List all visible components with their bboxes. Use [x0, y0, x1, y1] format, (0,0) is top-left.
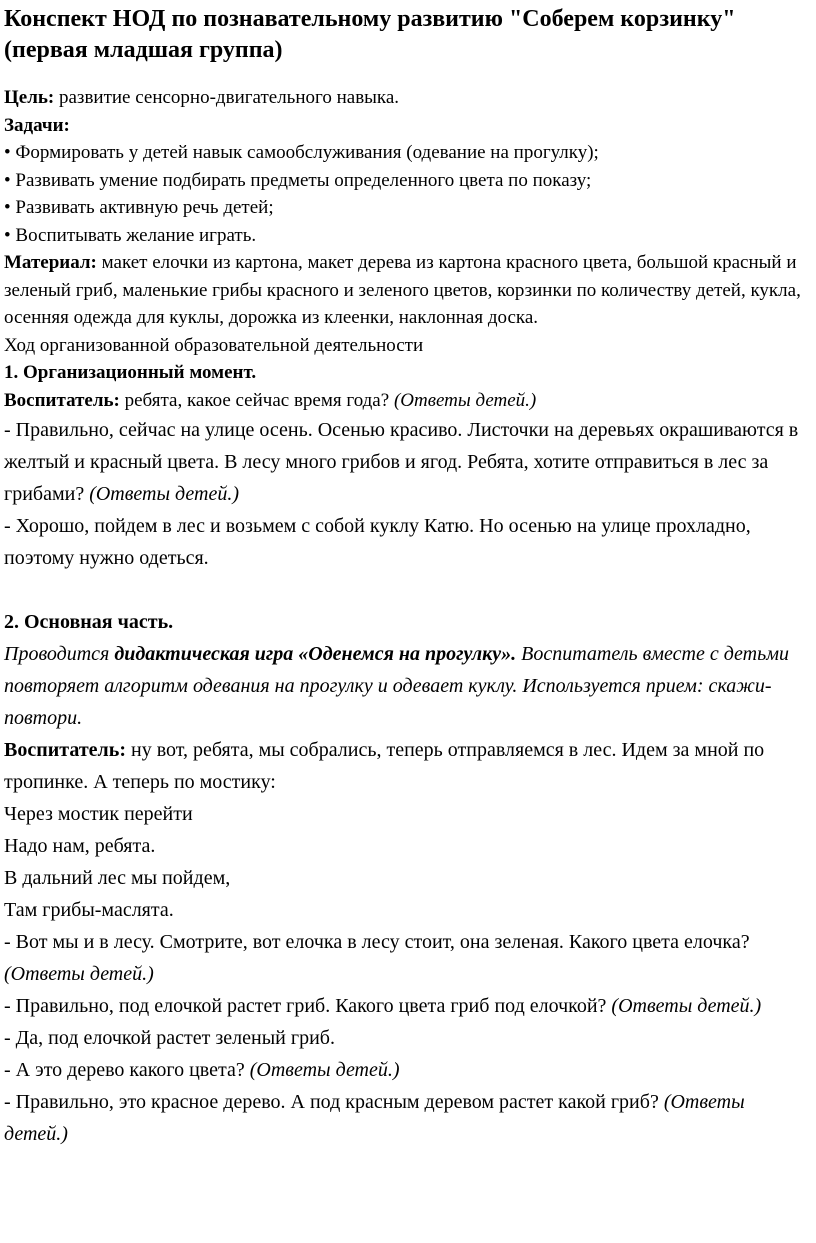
part2-teacher-line: Воспитатель: ну вот, ребята, мы собрались, теперь отправляемся в лес. Идем за мной по тропинке. А теперь по мостику:: [4, 739, 765, 793]
poem-line: Через мостик перейти: [4, 803, 193, 825]
dialog-line: - Правильно, это красное дерево. А под красным деревом растет какой гриб? (Ответы детей.): [4, 1091, 745, 1145]
teacher-label: Воспитатель:: [4, 739, 126, 761]
children-answers: (Ответы детей.): [249, 1059, 400, 1081]
poem-line: Надо нам, ребята.: [4, 835, 156, 857]
children-answers: (Ответы детей.): [611, 995, 762, 1017]
task-item: • Развивать умение подбирать предметы определенного цвета по показу;: [4, 169, 592, 191]
task-item: • Развивать активную речь детей;: [4, 197, 274, 218]
dialog-line: - Да, под елочкой растет зеленый гриб.: [4, 1027, 335, 1049]
part2-heading: 2. Основная часть.: [4, 611, 174, 633]
goal-text: развитие сенсорно-двигательного навыка.: [54, 87, 400, 108]
poem-line: В дальний лес мы пойдем,: [4, 867, 231, 889]
document-title: Конспект НОД по познавательному развитию "Соберем корзинку" (первая младшая группа): [4, 6, 736, 63]
course-heading: Ход организованной образовательной деятельности: [4, 334, 424, 356]
material-label: Материал:: [4, 252, 97, 273]
children-answers: (Ответы детей.): [89, 483, 239, 505]
material-text: макет елочки из картона, макет дерева из картона красного цвета, большой красный и зеленый гриб, маленькие грибы красного и зеленого цветов, корзинки по количеству детей, кукла, осенняя одежда для куклы, дорожка из клеенки, наклонная доска.: [4, 252, 801, 328]
tasks-label: Задачи:: [4, 114, 70, 136]
goal-label: Цель:: [4, 87, 55, 108]
part1-heading: 1. Организационный момент.: [4, 362, 257, 383]
poem-line: Там грибы-маслята.: [4, 899, 174, 921]
dialog-line: - Правильно, под елочкой растет гриб. Какого цвета гриб под елочкой? (Ответы детей.): [4, 995, 762, 1017]
part1-paragraph: - Правильно, сейчас на улице осень. Осенью красиво. Листочки на деревьях окрашиваются в желтый и красный цвета. В лесу много грибов и ягод. Ребята, хотите отправиться в лес за грибами? (Ответы детей.): [4, 419, 799, 505]
intro-section: [4, 84, 812, 414]
part1-teacher-line: Воспитатель: ребята, какое сейчас время года? (Ответы детей.): [4, 389, 537, 411]
goal-line: [4, 84, 812, 112]
material-paragraph: [4, 249, 812, 332]
children-answers: (Ответы детей.): [4, 963, 154, 985]
part1-body: [4, 414, 812, 574]
task-item: • Воспитывать желание играть.: [4, 224, 257, 246]
children-answers: (Ответы детей.): [4, 1091, 745, 1145]
game-name: дидактическая игра «Оденемся на прогулку».: [114, 643, 517, 665]
game-paragraph: Проводится дидактическая игра «Оденемся на прогулку». Воспитатель вместе с детьми повторяет алгоритм одевания на прогулку и одевает куклу. Используется прием: скажи-повтори.: [4, 643, 789, 729]
task-item: • Формировать у детей навык самообслуживания (одевание на прогулку);: [4, 142, 599, 163]
children-answers: (Ответы детей.): [393, 389, 537, 411]
dialog-line: - А это дерево какого цвета? (Ответы детей.): [4, 1059, 400, 1081]
part2-section: [4, 606, 812, 1150]
teacher-label: Воспитатель:: [4, 389, 120, 411]
dialog-line: - Вот мы и в лесу. Смотрите, вот елочка в лесу стоит, она зеленая. Какого цвета елочка? (Ответы детей.): [4, 931, 750, 985]
part1-paragraph: - Хорошо, пойдем в лес и возьмем с собой куклу Катю. Но осенью на улице прохладно, поэтому нужно одеться.: [4, 515, 751, 569]
